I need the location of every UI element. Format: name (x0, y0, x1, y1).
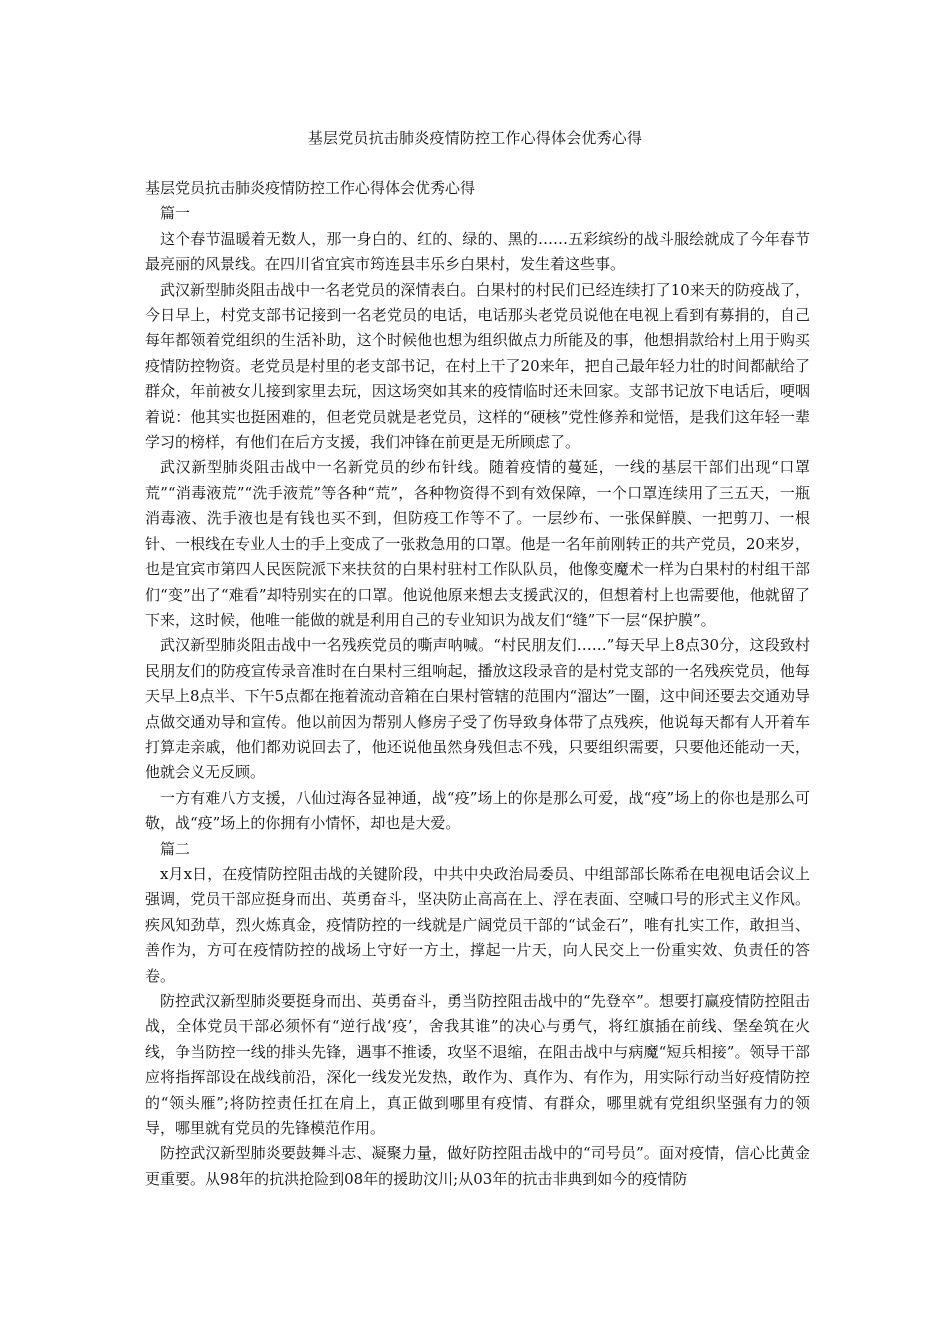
document-title: 基层党员抗击肺炎疫情防控工作心得体会优秀心得 (307, 129, 643, 147)
section-heading-2: 篇二 (160, 839, 191, 858)
document-body (145, 176, 810, 1192)
section-heading-1: 篇一 (160, 204, 191, 223)
paragraph: x月x日，在疫情防控阻击战的关键阶段，中共中央政治局委员、中组部部长陈希在电视电话会议上强调，党员干部应挺身而出、英勇奋斗，坚决防止高高在上、浮在表面、空喊口号的形式主义作风。疾风知劲草，烈火炼真金，疫情防控的一线就是广阔党员干部的“试金石”，唯有扎实工作，敢担当、善作为，方可在疫情防控的战场上守好一方土，撑起一片天，向人民交上一份重实效、负责任的答卷。 (145, 864, 810, 985)
paragraph: 武汉新型肺炎阻击战中一名新党员的纱布针线。随着疫情的蔓延，一线的基层干部们出现“口罩荒”“消毒液荒”“洗手液荒”等各种“荒”，各种物资得不到有效保障，一个口罩连续用了三五天，一瓶消毒液、洗手液也是有钱也买不到，但防疫工作等不了。一层纱布、一张保鲜膜、一把剪刀、一根针、一根线在专业人士的手上变成了一张救急用的口罩。他是一名年前刚转正的共产党员，20来岁，也是宜宾市第四人民医院派下来扶贫的白果村驻村工作队队员，他像变魔术一样为白果村的村组干部们“变”出了“难看”却特别实在的口罩。他说他原来想去支援武汉的，但想着村上也需要他，他就留了下来，这时候，他唯一能做的就是利用自己的专业知识为战友们“缝”下一层“保护膜”。 (145, 458, 810, 629)
paragraph: 防控武汉新型肺炎要挺身而出、英勇奋斗，勇当防控阻击战中的“先登卒”。想要打赢疫情防控阻击战，全体党员干部必须怀有“逆行战‘疫’，舍我其谁”的决心与勇气，将红旗插在前线、堡垒筑在火线，争当防控一线的排头先锋，遇事不推诿，攻坚不退缩，在阻击战中与病魔“短兵相接”。领导干部应将指挥部设在战线前沿，深化一线发光发热，敢作为、真作为、有作为，用实际行动当好疫情防控的“领头雁”;将防控责任扛在肩上，真正做到哪里有疫情、有群众，哪里就有党组织坚强有力的领导，哪里就有党员的先锋模范作用。 (145, 992, 810, 1138)
paragraph: 这个春节温暖着无数人，那一身白的、红的、绿的、黑的……五彩缤纷的战斗服绘就成了今年春节最亮丽的风景线。在四川省宜宾市筠连县丰乐乡白果村，发生着这些事。 (145, 229, 810, 274)
paragraph: 武汉新型肺炎阻击战中一名残疾党员的嘶声呐喊。“村民朋友们……”每天早上8点30分，这段致村民朋友们的防疫宣传录音准时在白果村三组响起，播放这段录音的是村党支部的一名残疾党员，他每天早上8点半、下午5点都在拖着流动音箱在白果村管辖的范围内“溜达”一圈，这中间还要去交通劝导点做交通劝导和宣传。他以前因为帮别人修房子受了伤导致身体带了点残疾，他说每天都有人开着车打算走亲戚，他们都劝说回去了，他还说他虽然身残但志不残，只要组织需要，只要他还能动一天，他就会义无反顾。 (145, 636, 810, 782)
paragraph: 一方有难八方支援，八仙过海各显神通，战“疫”场上的你是那么可爱，战“疫”场上的你也是那么可敬，战“疫”场上的你拥有小情怀，却也是大爱。 (145, 788, 810, 833)
paragraph: 防控武汉新型肺炎要鼓舞斗志、凝聚力量，做好防控阻击战中的“司号员”。面对疫情，信心比黄金更重要。从98年的抗洪抢险到08年的援助汶川;从03年的抗击非典到如今的疫情防 (145, 1144, 810, 1188)
paragraph: 武汉新型肺炎阻击战中一名老党员的深情表白。白果村的村民们已经连续打了10来天的防疫战了，今日早上，村党支部书记接到一名老党员的电话，电话那头老党员说他在电视上看到有募捐的，自己每年都领着党组织的生活补助，这个时候他也想为组织做点力所能及的事，他想捐款给村上用于购买疫情防控物资。老党员是村里的老支部书记，在村上干了20来年，把自己最年轻力壮的时间都献给了群众，年前被女儿接到家里去玩，因这场突如其来的疫情临时还未回家。支部书记放下电话后，哽咽着说：他其实也挺困难的，但老党员就是老党员，这样的“硬核”党性修养和觉悟，是我们这年轻一辈学习的榜样，有他们在后方支援，我们冲锋在前更是无所顾虑了。 (145, 280, 810, 452)
document-subtitle: 基层党员抗击肺炎疫情防控工作心得体会优秀心得 (145, 179, 476, 197)
